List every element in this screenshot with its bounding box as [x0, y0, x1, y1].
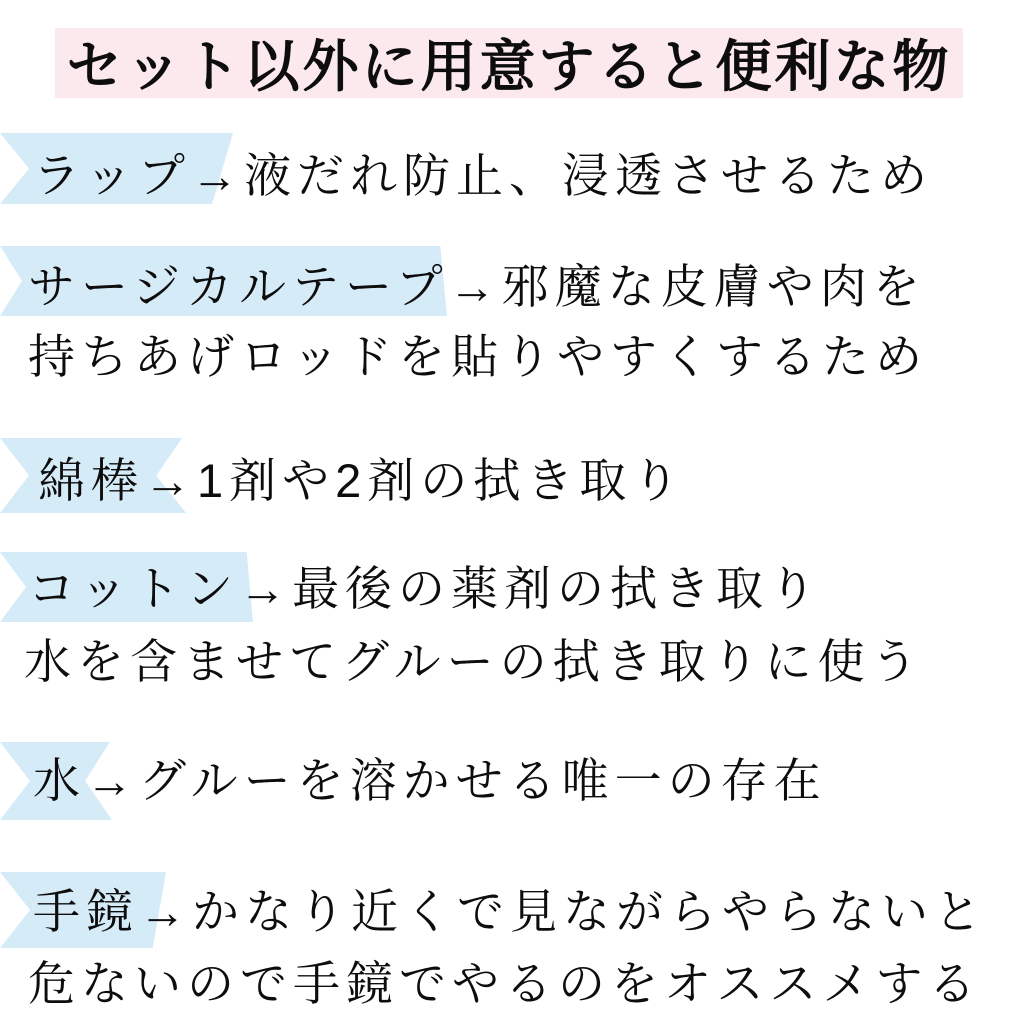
item-water-line1: [33, 746, 827, 816]
item-hand-mirror-description: かなり近くで見ながらやらないと: [192, 885, 987, 938]
item-cotton-swab-line1: [38, 446, 685, 516]
arrow-right-icon: →: [191, 149, 245, 202]
item-hand-mirror-description-cont: 危ないので手鏡でやるのをオススメする: [28, 957, 982, 1010]
item-hand-mirror-line1: [33, 877, 987, 947]
item-cotton-pad-description-cont: 水を含ませてグルーの拭き取りに使う: [24, 635, 924, 688]
arrow-right-icon: →: [239, 562, 293, 615]
item-cotton-pad-description: 最後の薬剤の拭き取り: [292, 562, 823, 615]
arrow-right-icon: →: [144, 454, 197, 507]
item-cotton-swab-keyword: 綿棒: [38, 454, 144, 507]
item-wrap-description: 液だれ防止、浸透させるため: [244, 149, 934, 202]
item-wrap-keyword: ラップ: [33, 149, 192, 202]
item-surgical-tape-keyword: サージカルテープ: [28, 260, 449, 313]
item-cotton-pad-line2: [24, 627, 924, 697]
title-banner: [55, 28, 963, 98]
page-title: セット以外に用意すると便利な物: [66, 35, 952, 98]
item-wrap-line1: [33, 141, 933, 211]
item-surgical-tape-description: 邪魔な皮膚や肉を: [501, 260, 926, 313]
item-cotton-swab-description: 1剤や2剤の拭き取り: [197, 454, 686, 507]
item-surgical-tape-line1: [28, 252, 926, 322]
arrow-right-icon: →: [139, 885, 192, 938]
item-cotton-pad-line1: [28, 554, 822, 624]
item-water-keyword: 水: [33, 754, 86, 807]
arrow-right-icon: →: [448, 260, 502, 313]
item-hand-mirror-line2: [28, 949, 982, 1019]
arrow-right-icon: →: [86, 754, 139, 807]
item-water-description: グルーを溶かせる唯一の存在: [139, 754, 827, 807]
item-surgical-tape-description-cont: 持ちあげロッドを貼りやすくするため: [28, 330, 929, 383]
item-surgical-tape-line2: [28, 322, 928, 392]
item-cotton-pad-keyword: コットン: [28, 562, 240, 615]
item-hand-mirror-keyword: 手鏡: [33, 885, 139, 938]
